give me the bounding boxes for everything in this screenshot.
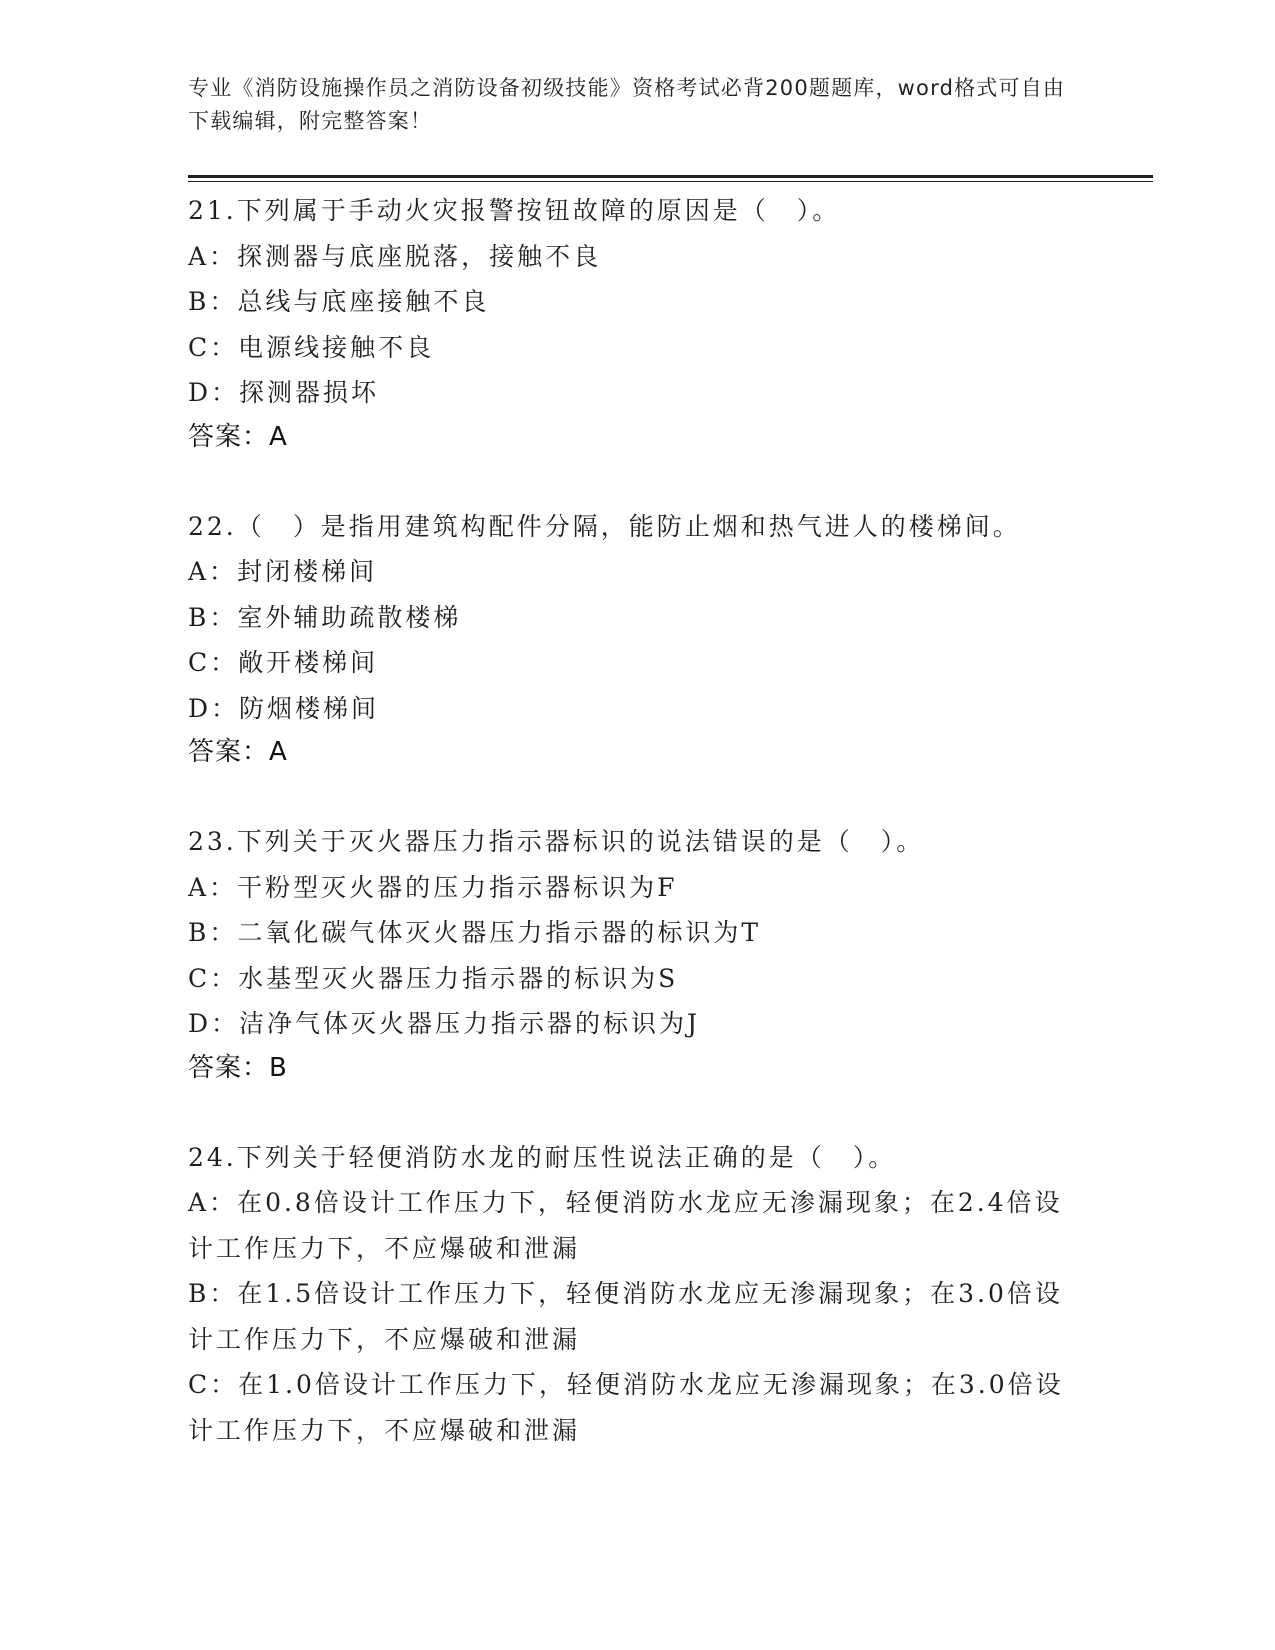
option-text: 室外辅助疏散楼梯 [237,602,462,632]
question-stem: 21.下列属于手动火灾报警按钮故障的原因是（ ）。 [188,196,841,225]
option-a [188,234,1088,280]
option-text: 电源线接触不良 [238,332,435,362]
question-24 [188,1135,1088,1454]
option-d [188,686,1088,732]
option-letter: B： [188,602,238,632]
document-header: 专业《消防设施操作员之消防设备初级技能》资格考试必背200题题库，word格式可自由下载编辑，附完整答案！ [188,76,1066,133]
option-a [188,865,1088,911]
option-text: 在1.0倍设计工作压力下，轻便消防水龙应无渗漏现象；在3.0倍设计工作压力下，不应爆破和泄漏 [188,1370,1064,1445]
option-text: 防烟楼梯间 [239,693,380,723]
option-letter: A： [188,872,238,902]
option-text: 敞开楼梯间 [238,648,379,677]
option-letter: C： [188,332,239,362]
option-b [188,279,1088,325]
option-letter: C： [188,963,239,993]
option-a [188,549,1088,595]
option-text: 总线与底座接触不良 [237,287,490,316]
option-letter: C： [188,1370,239,1399]
option-c [188,325,1088,371]
option-letter: B： [188,918,238,947]
question-stem: 22.（ ）是指用建筑构配件分隔，能防止烟和热气进人的楼梯间。 [188,511,1021,541]
option-c [188,956,1088,1002]
option-text: 封闭楼梯间 [237,557,378,586]
question-list [188,188,1088,1499]
option-letter: A： [188,557,238,586]
option-c [188,640,1088,686]
option-a [188,1180,1088,1271]
option-letter: C： [188,648,239,677]
option-letter: B： [188,1279,238,1308]
header-divider-thin [188,181,1153,182]
option-b [188,595,1088,641]
question-23 [188,819,1088,1089]
option-text: 探测器损坏 [239,378,380,407]
answer-line: 答案：B [188,1052,288,1083]
option-letter: A： [188,241,238,271]
answer-line: 答案：A [188,737,288,767]
option-letter: A： [188,1188,238,1217]
option-b [188,910,1088,956]
question-22 [188,504,1088,774]
option-d [188,370,1088,416]
option-text: 二氧化碳气体灭火器压力指示器的标识为T [237,918,762,947]
option-text: 洁净气体灭火器压力指示器的标识为J [239,1009,701,1038]
option-text: 水基型灭火器压力指示器的标识为S [238,963,679,993]
header-divider-thick [188,175,1153,178]
option-b [188,1271,1088,1362]
option-letter: D： [188,693,240,723]
option-letter: D： [188,1009,240,1038]
option-d [188,1001,1088,1047]
option-letter: B： [188,287,238,316]
question-stem: 23.下列关于灭火器压力指示器标识的说法错误的是（ ）。 [188,827,925,856]
question-21 [188,188,1088,458]
option-text: 在1.5倍设计工作压力下，轻便消防水龙应无渗漏现象；在3.0倍设计工作压力下，不应爆破和泄漏 [188,1279,1063,1354]
option-c [188,1362,1088,1453]
option-letter: D： [188,378,240,407]
answer-line: 答案：A [188,421,288,452]
option-text: 在0.8倍设计工作压力下，轻便消防水龙应无渗漏现象；在2.4倍设计工作压力下，不应爆破和泄漏 [188,1188,1063,1263]
option-text: 探测器与底座脱落，接触不良 [237,241,602,271]
question-stem: 24.下列关于轻便消防水龙的耐压性说法正确的是（ ）。 [188,1142,897,1172]
option-text: 干粉型灭火器的压力指示器标识为F [237,872,678,902]
